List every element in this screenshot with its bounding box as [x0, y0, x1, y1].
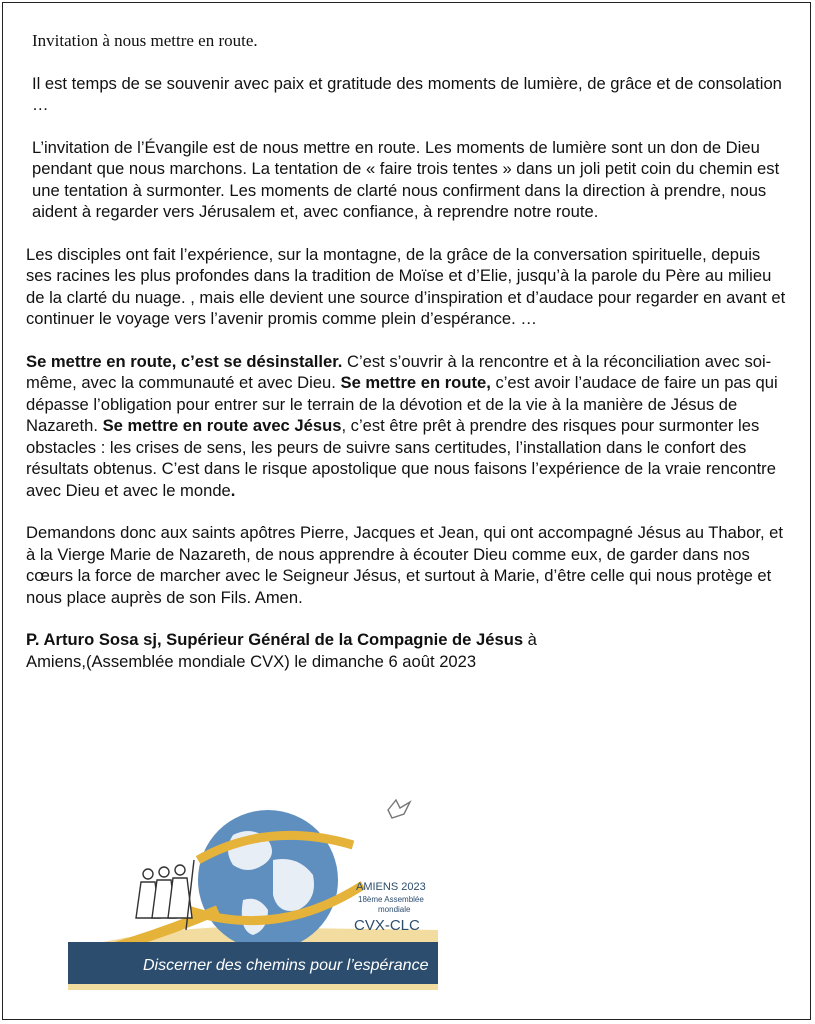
text-1: C’est s’ouvrir à la rencontre et à la réconciliation avec soi-même, avec la communauté et avec Dieu. — [26, 351, 772, 392]
paragraph-1: Il est temps de se souvenir avec paix et gratitude des moments de lumière, de grâce et de consolation … — [32, 73, 782, 114]
signature — [26, 629, 786, 672]
text-3: , c’est être prêt à prendre des risques pour surmonter les obstacles : les crises de sens, les peurs de suivre sans certitudes, l’installation dans le confort des résultats obtenus. C’est dans le risque apostolique que nous faisons l’expérience de la vraie rencontre avec Dieu et avec le monde — [26, 416, 776, 500]
dove-icon — [388, 800, 410, 818]
bold-phrase-3: Se mettre en route avec Jésus — [97, 416, 342, 435]
paragraph-3: Les disciples ont fait l’expérience, sur la montagne, de la grâce de la conversation spirituelle, depuis ses racines les plus profondes dans la tradition de Moïse et d’Elie, jusqu’à la parole du Père au milieu de la clarté du nuage. , mais elle devient une source d’inspiration et d’audace pour regarder en avant et continuer le voyage vers l’avenir promis comme plein d’espérance. … — [26, 244, 786, 328]
paragraph-2: L’invitation de l’Évangile est de nous mettre en route. Les moments de lumière sont un don de Dieu pendant que nous marchons. La tentation de « faire trois tentes » dans un joli petit coin du chemin est une tentation à surmonter. Les moments de clarté nous confirment dans la direction à prendre, nous aident à regarder vers Jérusalem et, avec confiance, à reprendre notre route. — [32, 137, 780, 221]
document-body — [26, 30, 786, 693]
bold-phrase-1: Se mettre en route, c’est se désinstaller. — [26, 351, 343, 371]
signature-name: P. Arturo Sosa sj, Supérieur Général de la Compagnie de Jésus — [26, 630, 524, 649]
logo-text-cvx: CVX-CLC — [354, 917, 420, 934]
text-2: c’est avoir l’audace de faire un pas qui dépasse l’obligation pour entrer sur le terrain de la dévotion et de la vie à la manière de Jésus de Nazareth. — [26, 373, 778, 435]
document-title: Invitation à nous mettre en route. — [32, 31, 258, 50]
bold-period: . — [230, 480, 236, 500]
paragraph-4 — [26, 351, 786, 502]
assembly-logo — [68, 790, 438, 990]
paragraph-5: Demandons donc aux saints apôtres Pierre, Jacques et Jean, qui ont accompagné Jésus au Thabor, et à la Vierge Marie de Nazareth, de nous apprendre à écouter Dieu comme eux, de garder dans nos cœurs la force de marcher avec le Seigneur Jésus, et surtout à Marie, d’être celle qui nous protège et nous place auprès de son Fils. Amen. — [26, 523, 784, 607]
signature-place-date: Amiens,(Assemblée mondiale CVX) le dimanche 6 août 2023 — [26, 651, 477, 671]
bold-phrase-2: Se mettre en route, — [335, 373, 491, 392]
logo-text-assembly: 18ème Assemblée — [358, 895, 424, 904]
globe-icon — [198, 810, 338, 950]
signature-at: à — [523, 630, 537, 649]
logo-text-amiens: AMIENS 2023 — [356, 881, 426, 893]
logo-text-mondiale: mondiale — [378, 905, 411, 914]
logo-banner-text: Discerner des chemins pour l’espérance — [143, 957, 429, 974]
